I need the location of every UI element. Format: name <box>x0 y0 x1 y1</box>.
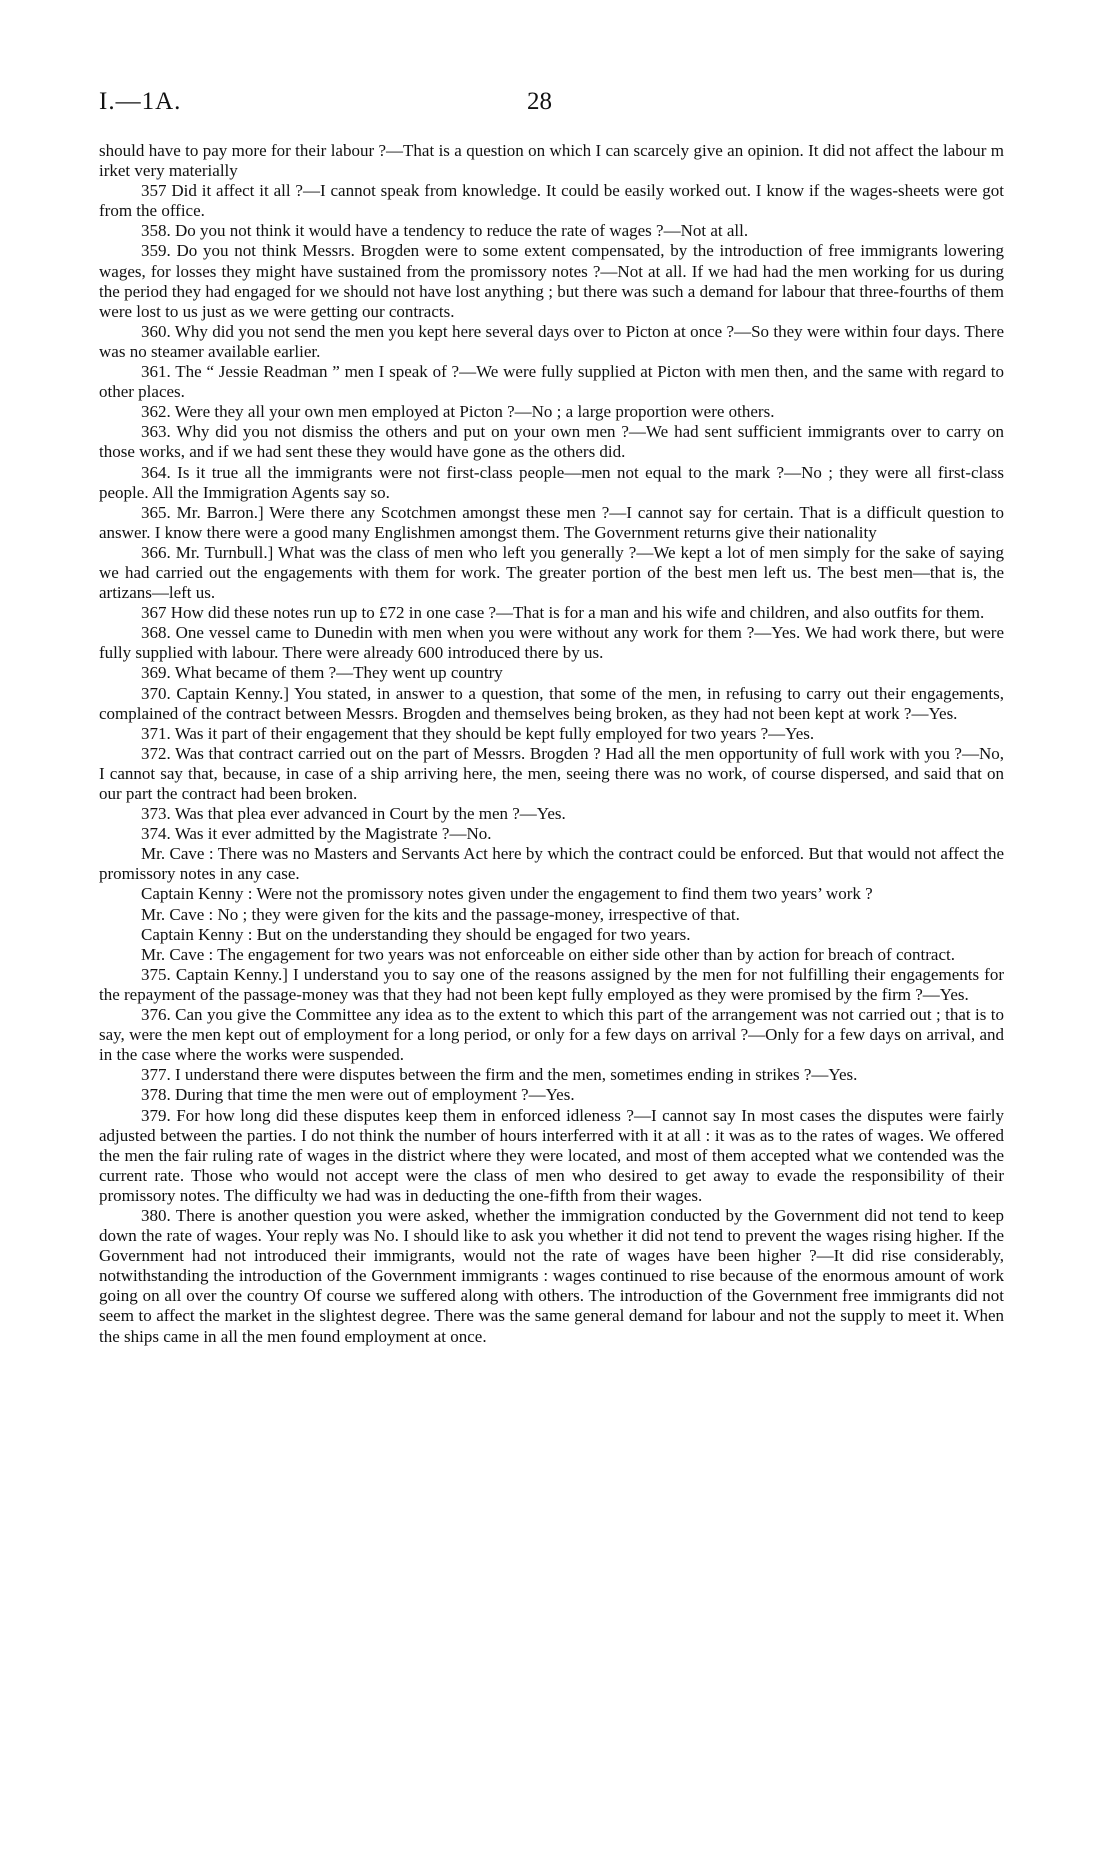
paragraph: 369. What became of them ?—They went up country <box>141 663 503 683</box>
paragraph: 366. Mr. Turnbull.] What was the class of men who left you generally ?—We kept a lot of men simply for the sake of saying we had carried out the engagements with them for work. The greater portion of the best men left us. The best men—that is, the artizans—left us. <box>99 542 1004 603</box>
page-reference: I.—1A. <box>99 88 182 115</box>
paragraph: 360. Why did you not send the men you kept here several days over to Picton at once ?—So they were within four days. There was no steamer available earlier. <box>99 321 1004 361</box>
paragraph: 363. Why did you not dismiss the others and put on your own men ?—We had sent sufficient immigrants over to carry on those works, and if we had sent these they would have gone as the others did. <box>99 422 1004 462</box>
page-number: 28 <box>527 88 552 115</box>
paragraph: 364. Is it true all the immigrants were not first-class people—men not equal to the mark ?—No ; they were all first-class people. All the Immigration Agents say so. <box>99 462 1004 502</box>
paragraph: 378. During that time the men were out of employment ?—Yes. <box>141 1085 575 1105</box>
paragraph: 370. Captain Kenny.] You stated, in answer to a question, that some of the men, in refusing to carry out their engagements, complained of the contract between Messrs. Brogden and themselves being broken, as they had not been kept at work ?—Yes. <box>99 683 1004 723</box>
paragraph: Mr. Cave : There was no Masters and Servants Act here by which the contract could be enforced. But that would not affect the promissory notes in any case. <box>99 844 1004 884</box>
paragraph: 376. Can you give the Committee any idea as to the extent to which this part of the arrangement was not carried out ; that is to say, were the men kept out of employment for a long period, or only for a few days on arrival ?—Only for a few days on arrival, and in the case where the works were suspended. <box>99 1005 1004 1065</box>
paragraph: Captain Kenny : Were not the promissory notes given under the engagement to find them two years’ work ? <box>141 884 873 904</box>
paragraph: Mr. Cave : The engagement for two years was not enforceable on either side other than by action for breach of contract. <box>141 944 955 964</box>
paragraph: 371. Was it part of their engagement that they should be kept fully employed for two years ?—Yes. <box>141 723 815 743</box>
paragraph: should have to pay more for their labour ?—That is a question on which I can scarcely give an opinion. It did not affect the labour m irket very materially <box>99 141 1004 181</box>
paragraph: 367 How did these notes run up to £72 in one case ?—That is for a man and his wife and children, and also outfits for them. <box>141 603 985 623</box>
paragraph: 357 Did it affect it all ?—I cannot speak from knowledge. It could be easily worked out. I know if the wages-sheets were got from the office. <box>99 181 1004 221</box>
body-text <box>99 141 1004 1347</box>
paragraph: 365. Mr. Barron.] Were there any Scotchmen amongst these men ?—I cannot say for certain. That is a difficult question to answer. I know there were a good many Englishmen amongst them. The Government returns give their nationality <box>99 502 1004 542</box>
paragraph: 362. Were they all your own men employed at Picton ?—No ; a large proportion were others. <box>141 402 775 422</box>
paragraph: 372. Was that contract carried out on the part of Messrs. Brogden ? Had all the men opportunity of full work with you ?—No, I cannot say that, because, in case of a ship arriving here, the men, seeing there was no work, of course dispersed, and said that on our part the contract had been broken. <box>99 743 1004 803</box>
paragraph: 380. There is another question you were asked, whether the immigration conducted by the Government did not tend to keep down the rate of wages. Your reply was No. I should like to ask you whether it did not tend to prevent the wages rising higher. If the Government had not introduced their immigrants, would not the rate of wages have been higher ?—It did rise considerably, notwithstanding the introduction of the Government immigrants : wages continued to rise because of the enormous amount of work going on all over the country Of course we suffered along with others. The introduction of the Government free immigrants did not seem to affect the market in the slightest degree. There was the same general demand for labour and not the supply to meet it. When the ships came in all the men found employment at once. <box>99 1205 1004 1346</box>
page-header <box>99 88 1004 118</box>
paragraph: 377. I understand there were disputes between the firm and the men, sometimes ending in strikes ?—Yes. <box>141 1065 858 1085</box>
paragraph: 379. For how long did these disputes keep them in enforced idleness ?—I cannot say In most cases the disputes were fairly adjusted between the parties. I do not think the number of hours interferred with it at all : it was as to the rates of wages. We offered the men the fair ruling rate of wages in the district where they were located, and most of them accepted what we contended was the current rate. Those who would not accept were the class of men who desired to get away to evade the responsibility of their promissory notes. The difficulty we had was in deducting the one-fifth from their wages. <box>99 1105 1004 1205</box>
paragraph: 373. Was that plea ever advanced in Court by the men ?—Yes. <box>141 804 566 824</box>
paragraph: Mr. Cave : No ; they were given for the kits and the passage-money, irrespective of that. <box>141 904 740 924</box>
paragraph: 358. Do you not think it would have a tendency to reduce the rate of wages ?—Not at all. <box>141 221 749 241</box>
paragraph: 375. Captain Kenny.] I understand you to say one of the reasons assigned by the men for not fulfilling their engagements for the repayment of the passage-money was that they had not been kept fully employed as they were promised by the firm ?—Yes. <box>99 964 1004 1004</box>
paragraph: 368. One vessel came to Dunedin with men when you were without any work for them ?—Yes. We had work there, but were fully supplied with labour. There were already 600 introduced there by us. <box>99 623 1004 663</box>
paragraph: 374. Was it ever admitted by the Magistrate ?—No. <box>141 824 492 844</box>
paragraph: Captain Kenny : But on the understanding they should be engaged for two years. <box>141 924 691 944</box>
paragraph: 359. Do you not think Messrs. Brogden were to some extent compensated, by the introduction of free immigrants lowering wages, for losses they might have sustained from the promissory notes ?—Not at all. If we had had the men working for us during the period they had engaged for we should not have lost anything ; but there was such a demand for labour that three-fourths of them were lost to us just as we were getting our contracts. <box>99 241 1004 321</box>
paragraph: 361. The “ Jessie Readman ” men I speak of ?—We were fully supplied at Picton with men then, and the same with regard to other places. <box>99 362 1004 402</box>
